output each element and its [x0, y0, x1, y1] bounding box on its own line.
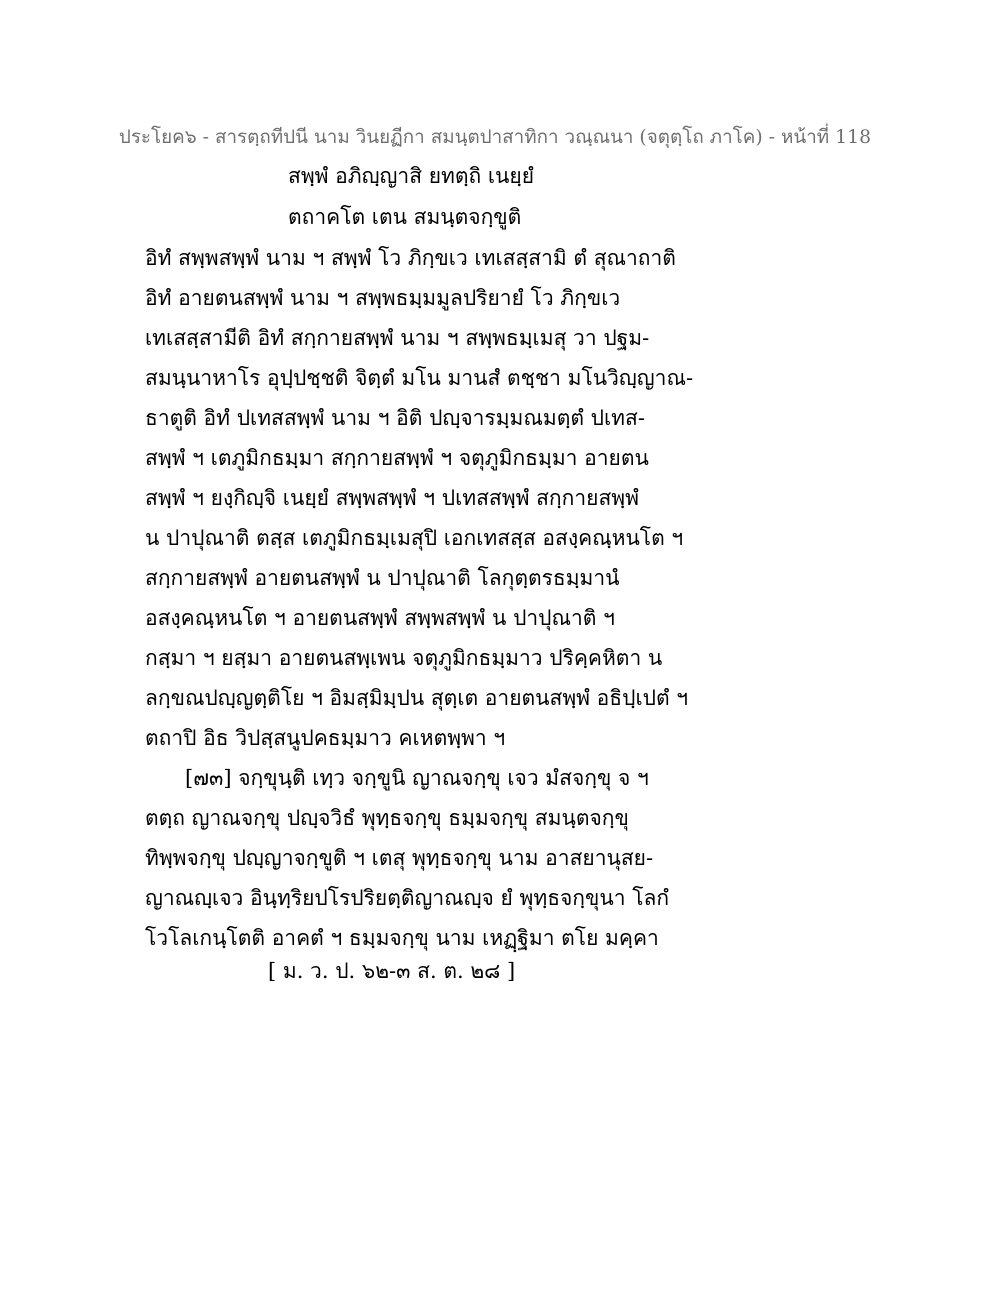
body-line-11: กสฺมา ฯ ยสฺมา อายตนสพฺเพน จตุภูมิกธมฺมาว ปริคฺคหิตา น: [145, 646, 663, 670]
verse-line-1: สพฺพํ อภิญฺญาสิ ยทตฺถิ เนยฺยํ: [288, 164, 535, 188]
source-reference: [ ม. ว. ป. ๖๒-๓ ส. ต. ๒๘ ]: [268, 959, 516, 983]
body-line-13: ตถาปิ อิธ วิปสฺสนูปคธมฺมาว คเหตพฺพา ฯ: [145, 726, 506, 750]
body-line-9: สกฺกายสพฺพํ อายตนสพฺพํ น ปาปุณาติ โลกุตฺตรธมฺมานํ: [145, 566, 620, 590]
body-line-3: เทเสสฺสามีติ อิทํ สกฺกายสพฺพํ นาม ฯ สพฺพธมฺเมสุ วา ปฐม-: [145, 326, 650, 350]
page-header: ประโยค๖ - สารตฺถทีปนี นาม วินยฏีกา สมนฺตปาสาทิกา วณฺณนา (จตุตฺโถ ภาโค) - หน้าที่ 118: [118, 126, 872, 148]
verse-line-2: ตถาคโต เตน สมนฺตจกฺขูติ: [288, 205, 522, 229]
body-line-6: สพฺพํ ฯ เตภูมิกธมฺมา สกฺกายสพฺพํ ฯ จตุภูมิกธมฺมา อายตน: [145, 446, 649, 470]
body-line-16: ทิพฺพจกฺขุ ปญฺญาจกฺขูติ ฯ เตสุ พุทฺธจกฺขุ นาม อาสยานุสย-: [145, 846, 654, 870]
body-line-15: ตตฺถ ญาณจกฺขุ ปญฺจวิธํ พุทฺธจกฺขุ ธมฺมจกฺขุ สมนฺตจกฺขุ: [145, 806, 629, 830]
body-line-18: โวโลเกนฺโตติ อาคตํ ฯ ธมฺมจกฺขุ นาม เหฏฺฐิมา ตโย มคฺคา: [145, 926, 659, 950]
body-line-5: ธาตูติ อิทํ ปเทสสพฺพํ นาม ฯ อิติ ปญฺจารมฺมณมตฺตํ ปเทส-: [145, 406, 645, 430]
body-line-17: ญาณญฺเจว อินฺทฺริยปโรปริยตฺติญาณญฺจ ยํ พุทฺธจกฺขุนา โลกํ: [145, 886, 670, 910]
body-line-1: อิทํ สพฺพสพฺพํ นาม ฯ สพฺพํ โว ภิกฺขเว เทเสสฺสามิ ตํ สุณาถาติ: [145, 246, 676, 270]
body-line-10: อสงฺคณฺหนโต ฯ อายตนสพฺพํ สพฺพสพฺพํ น ปาปุณาติ ฯ: [145, 606, 615, 630]
body-line-8: น ปาปุณาติ ตสฺส เตภูมิกธมฺเมสุปิ เอกเทสสฺส อสงฺคณฺหนโต ฯ: [145, 526, 684, 550]
body-line-2: อิทํ อายตนสพฺพํ นาม ฯ สพฺพธมฺมมูลปริยายํ โว ภิกฺขเว: [145, 286, 621, 310]
body-line-12: ลกฺขณปญฺญตฺติโย ฯ อิมสฺมิมฺปน สุตฺเต อายตนสพฺพํ อธิปฺเปตํ ฯ: [145, 686, 689, 710]
body-line-4: สมนฺนาหาโร อุปฺปชฺชติ จิตฺตํ มโน มานสํ ตชฺชา มโนวิญฺญาณ-: [145, 366, 694, 390]
body-line-7: สพฺพํ ฯ ยงฺกิญฺจิ เนยฺยํ สพฺพสพฺพํ ฯ ปเทสสพฺพํ สกฺกายสพฺพํ: [145, 486, 639, 510]
body-line-14: [๗๓] จกฺขุนฺติ เทฺว จกฺขูนิ ญาณจกฺขุ เจว มํสจกฺขุ จ ฯ: [185, 766, 649, 790]
